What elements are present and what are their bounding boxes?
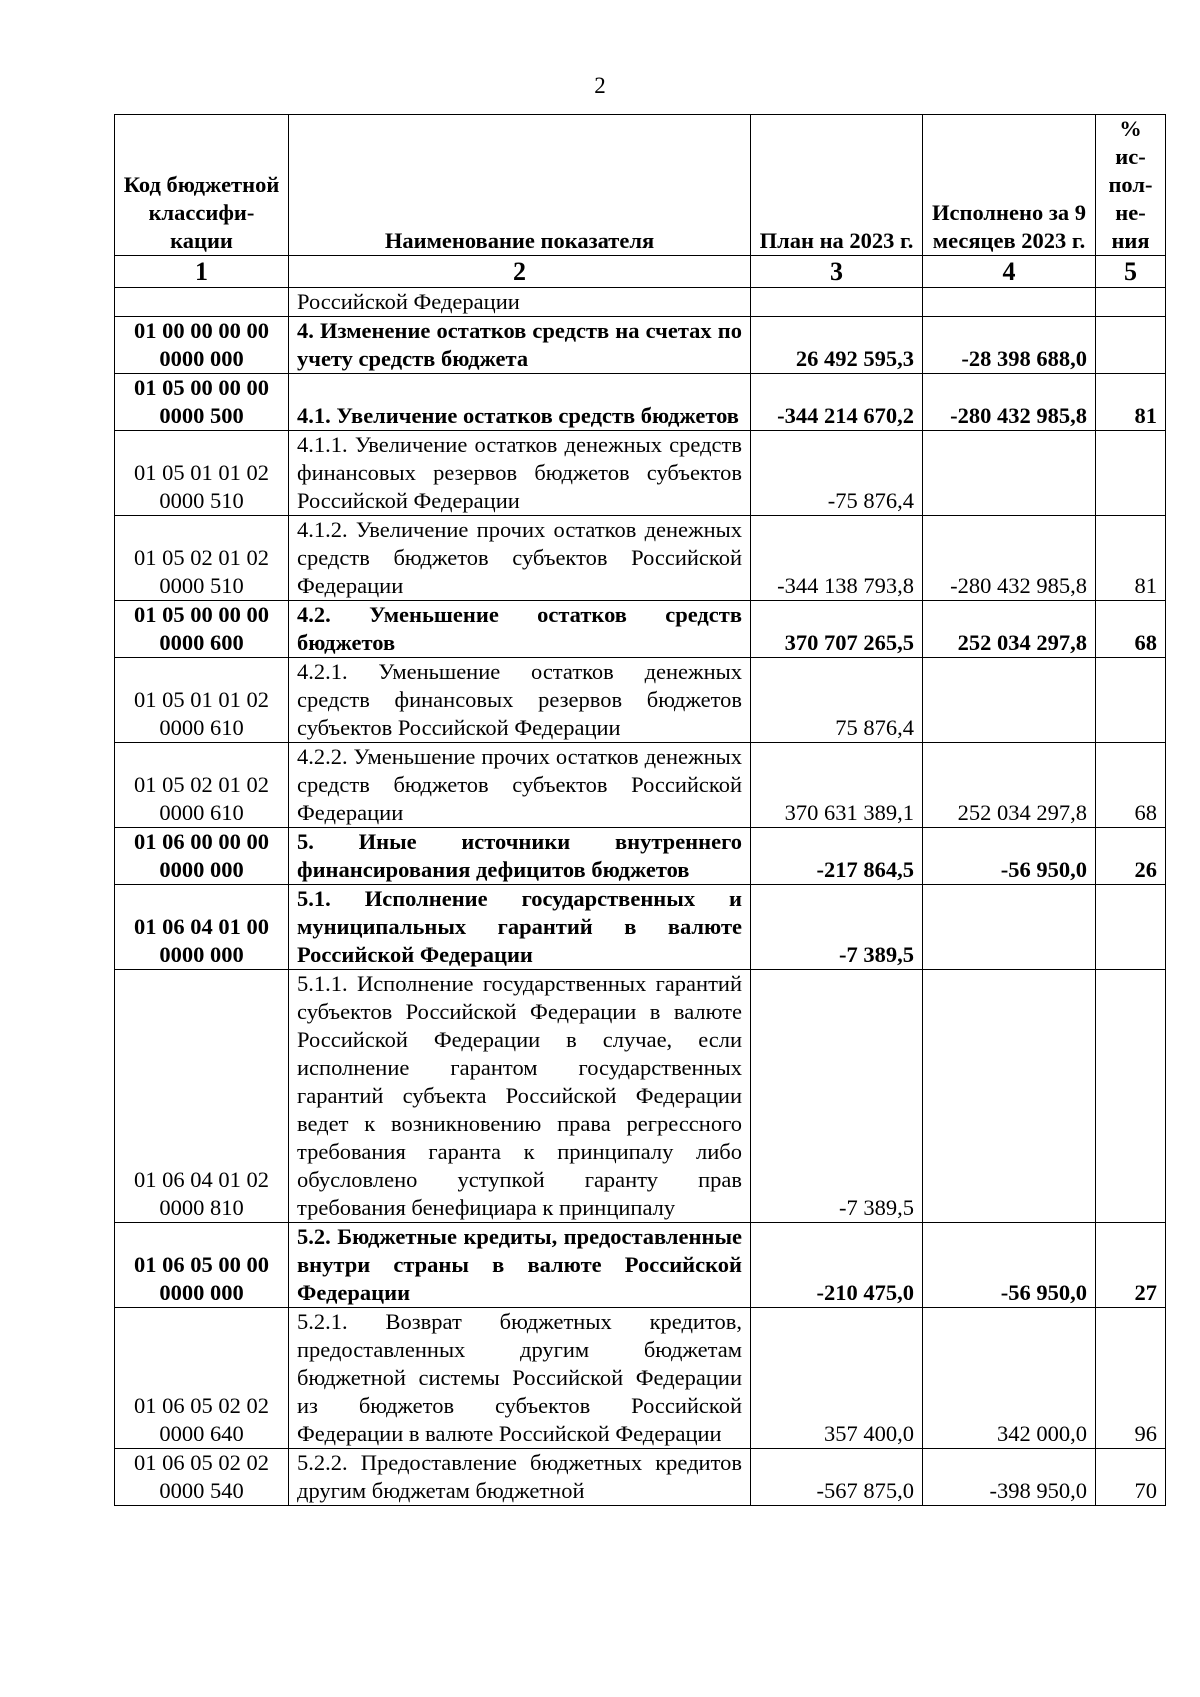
row-executed: -280 432 985,8 xyxy=(923,516,1096,601)
table-row xyxy=(115,658,1166,743)
row-name: 4.1.1. Увеличение остатков денежных средств финансовых резервов бюджетов субъектов Российской Федерации xyxy=(289,431,751,516)
row-name: Российской Федерации xyxy=(289,288,751,317)
row-name: 5.2. Бюджетные кредиты, предоставленные внутри страны в валюте Российской Федерации xyxy=(289,1223,751,1308)
column-number: 2 xyxy=(289,256,751,288)
row-code: 01 06 00 00 00 0000 000 xyxy=(115,828,289,885)
row-percent: 68 xyxy=(1096,743,1166,828)
table-row xyxy=(115,885,1166,970)
row-plan: -7 389,5 xyxy=(751,885,923,970)
row-executed xyxy=(923,970,1096,1223)
header-percent: % ис-пол-не-ния xyxy=(1096,115,1166,256)
row-plan: -7 389,5 xyxy=(751,970,923,1223)
row-executed: 252 034 297,8 xyxy=(923,743,1096,828)
row-name: 5.1. Исполнение государственных и муниципальных гарантий в валюте Российской Федерации xyxy=(289,885,751,970)
table-row xyxy=(115,743,1166,828)
row-executed: -56 950,0 xyxy=(923,828,1096,885)
row-code: 01 06 05 00 00 0000 000 xyxy=(115,1223,289,1308)
header-executed: Исполнено за 9 месяцев 2023 г. xyxy=(923,115,1096,256)
row-plan: -217 864,5 xyxy=(751,828,923,885)
row-executed xyxy=(923,658,1096,743)
row-code: 01 06 04 01 02 0000 810 xyxy=(115,970,289,1223)
row-percent xyxy=(1096,431,1166,516)
budget-sources-table xyxy=(114,114,1166,1506)
row-code: 01 05 02 01 02 0000 610 xyxy=(115,743,289,828)
row-name: 5.1.1. Исполнение государственных гарантий субъектов Российской Федерации в валюте Российской Федерации в случае, если исполнение гарантом государственных гарантий субъекта Российской Федерации ведет к возникновению права регрессного требования гаранта к принципалу либо обусловлено уступкой гаранту прав требования бенефициара к принципалу xyxy=(289,970,751,1223)
column-number: 1 xyxy=(115,256,289,288)
row-code xyxy=(115,288,289,317)
row-executed: -56 950,0 xyxy=(923,1223,1096,1308)
row-name: 4.2.2. Уменьшение прочих остатков денежных средств бюджетов субъектов Российской Федерации xyxy=(289,743,751,828)
header-plan: План на 2023 г. xyxy=(751,115,923,256)
row-code: 01 00 00 00 00 0000 000 xyxy=(115,317,289,374)
row-code: 01 05 01 01 02 0000 610 xyxy=(115,658,289,743)
row-percent: 96 xyxy=(1096,1308,1166,1449)
table-row xyxy=(115,1223,1166,1308)
row-percent: 70 xyxy=(1096,1449,1166,1506)
row-plan: -75 876,4 xyxy=(751,431,923,516)
column-number: 4 xyxy=(923,256,1096,288)
row-plan: -344 138 793,8 xyxy=(751,516,923,601)
row-code: 01 05 01 01 02 0000 510 xyxy=(115,431,289,516)
row-executed xyxy=(923,885,1096,970)
row-code: 01 05 00 00 00 0000 500 xyxy=(115,374,289,431)
page-number: 2 xyxy=(594,73,606,98)
row-plan xyxy=(751,288,923,317)
column-numbers-row xyxy=(115,256,1166,288)
row-plan: -344 214 670,2 xyxy=(751,374,923,431)
row-plan: 26 492 595,3 xyxy=(751,317,923,374)
row-plan: 75 876,4 xyxy=(751,658,923,743)
row-percent: 26 xyxy=(1096,828,1166,885)
row-percent: 81 xyxy=(1096,374,1166,431)
row-code: 01 06 04 01 00 0000 000 xyxy=(115,885,289,970)
table-row xyxy=(115,970,1166,1223)
table-row xyxy=(115,1308,1166,1449)
row-percent xyxy=(1096,885,1166,970)
table-row xyxy=(115,374,1166,431)
row-executed xyxy=(923,288,1096,317)
row-percent: 68 xyxy=(1096,601,1166,658)
table-row xyxy=(115,828,1166,885)
row-executed: -28 398 688,0 xyxy=(923,317,1096,374)
row-plan: 370 631 389,1 xyxy=(751,743,923,828)
row-percent xyxy=(1096,317,1166,374)
row-percent: 27 xyxy=(1096,1223,1166,1308)
row-code: 01 05 00 00 00 0000 600 xyxy=(115,601,289,658)
row-name: 5. Иные источники внутреннего финансирования дефицитов бюджетов xyxy=(289,828,751,885)
row-percent xyxy=(1096,288,1166,317)
row-plan: -210 475,0 xyxy=(751,1223,923,1308)
table-row xyxy=(115,1449,1166,1506)
row-code: 01 06 05 02 02 0000 540 xyxy=(115,1449,289,1506)
column-number: 5 xyxy=(1096,256,1166,288)
row-code: 01 05 02 01 02 0000 510 xyxy=(115,516,289,601)
row-code: 01 06 05 02 02 0000 640 xyxy=(115,1308,289,1449)
column-number: 3 xyxy=(751,256,923,288)
row-plan: 370 707 265,5 xyxy=(751,601,923,658)
row-name: 5.2.1. Возврат бюджетных кредитов, предоставленных другим бюджетам бюджетной системы Российской Федерации из бюджетов субъектов Российской Федерации в валюте Российской Федерации xyxy=(289,1308,751,1449)
row-name: 4.1. Увеличение остатков средств бюджетов xyxy=(289,374,751,431)
row-percent: 81 xyxy=(1096,516,1166,601)
header-code: Код бюджетной классифи-кации xyxy=(115,115,289,256)
row-executed: -398 950,0 xyxy=(923,1449,1096,1506)
row-percent xyxy=(1096,658,1166,743)
table-row xyxy=(115,601,1166,658)
row-name: 4.2. Уменьшение остатков средств бюджетов xyxy=(289,601,751,658)
row-name: 4.1.2. Увеличение прочих остатков денежных средств бюджетов субъектов Российской Федерации xyxy=(289,516,751,601)
row-executed: 342 000,0 xyxy=(923,1308,1096,1449)
header-name: Наименование показателя xyxy=(289,115,751,256)
row-name: 4.2.1. Уменьшение остатков денежных средств финансовых резервов бюджетов субъектов Российской Федерации xyxy=(289,658,751,743)
row-percent xyxy=(1096,970,1166,1223)
row-plan: -567 875,0 xyxy=(751,1449,923,1506)
table-row xyxy=(115,288,1166,317)
table-row xyxy=(115,516,1166,601)
row-executed: -280 432 985,8 xyxy=(923,374,1096,431)
row-name: 5.2.2. Предоставление бюджетных кредитов другим бюджетам бюджетной xyxy=(289,1449,751,1506)
row-name: 4. Изменение остатков средств на счетах по учету средств бюджета xyxy=(289,317,751,374)
row-executed: 252 034 297,8 xyxy=(923,601,1096,658)
row-plan: 357 400,0 xyxy=(751,1308,923,1449)
row-executed xyxy=(923,431,1096,516)
table-row xyxy=(115,317,1166,374)
table-row xyxy=(115,431,1166,516)
